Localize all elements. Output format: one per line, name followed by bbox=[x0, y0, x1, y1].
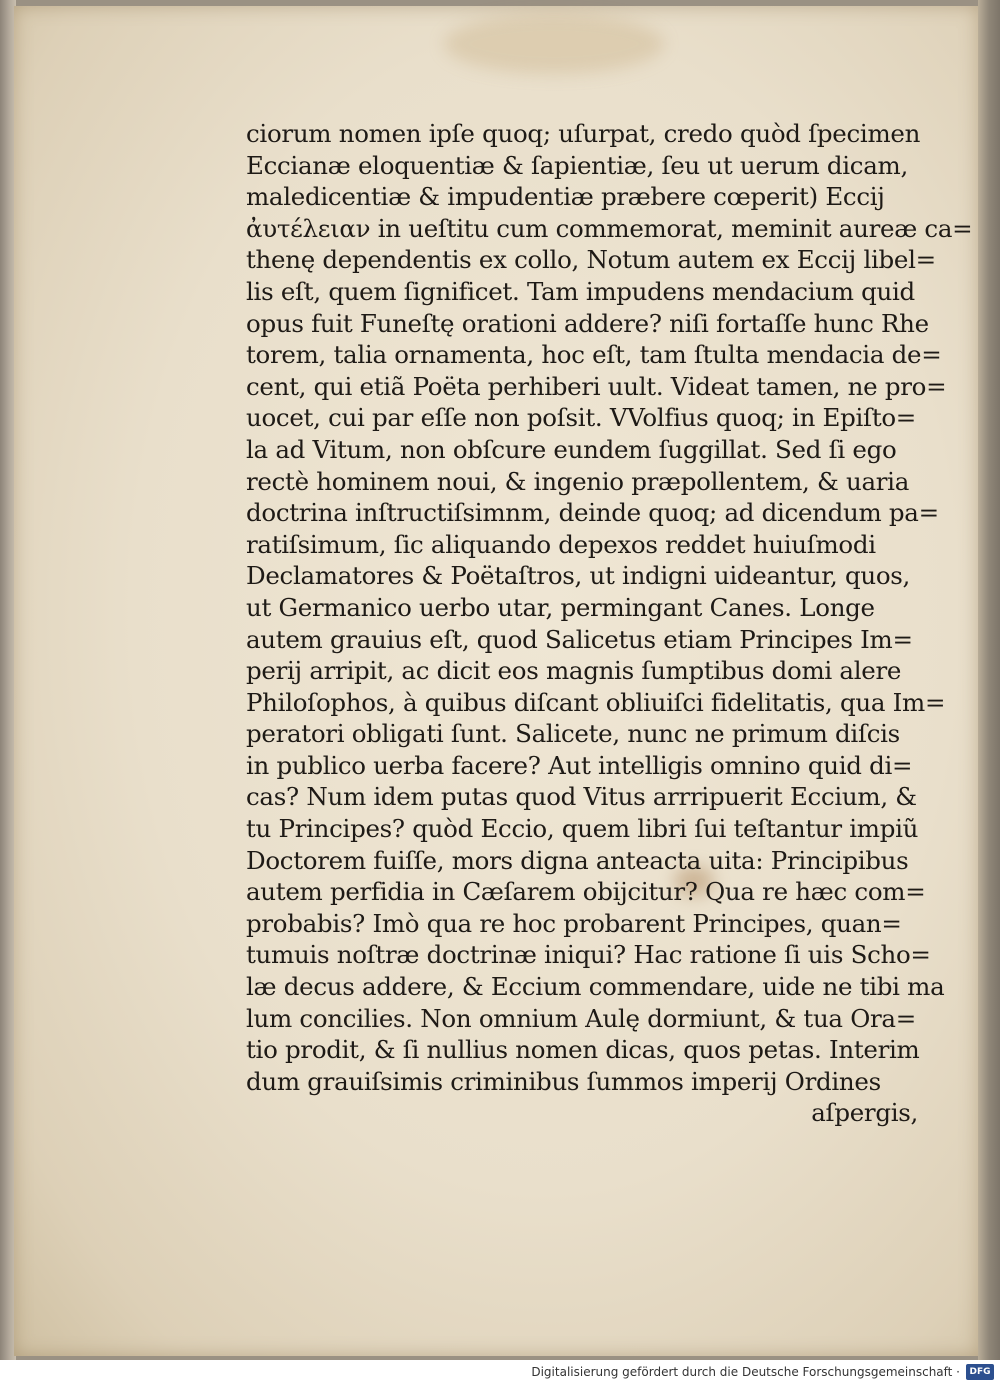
page-edge bbox=[978, 0, 1000, 1360]
text-line: uocet, cui par eſſe non poſsit. VVolfius quoq; in Epiſto= bbox=[246, 403, 917, 433]
text-line: doctrina inſtructiſsimnm, deinde quoq; ad dicendum pa= bbox=[246, 498, 939, 528]
text-line: ἀυτέλειαν in ueſtitu cum commemorat, meminit aureæ ca= bbox=[246, 213, 973, 243]
text-line: la ad Vitum, non obſcure eundem ſuggillat. Sed ſi ego bbox=[246, 434, 897, 464]
text-line: ratiſsimum, ſic aliquando depexos reddet huiuſmodi bbox=[246, 529, 876, 559]
text-line: peratori obligati ſunt. Salicete, nunc ne primum diſcis bbox=[246, 719, 900, 749]
text-line: rectè hominem noui, & ingenio præpollentem, & uaria bbox=[246, 466, 910, 496]
text-line: tumuis noſtræ doctrinæ iniqui? Hac ratione ſi uis Scho= bbox=[246, 940, 931, 970]
text-line: dum grauiſsimis criminibus ſummos imperij Ordines bbox=[246, 1066, 881, 1096]
text-line: ut Germanico uerbo utar, permingant Canes. Longe bbox=[246, 592, 875, 622]
footer-bar bbox=[0, 1360, 1000, 1385]
text-line: perij arripit, ac dicit eos magnis ſumptibus domi alere bbox=[246, 656, 902, 686]
text-line: Eccianæ eloquentiæ & ſapientiæ, ſeu ut uerum dicam, bbox=[246, 150, 908, 180]
page-text bbox=[246, 118, 973, 1129]
text-line: autem perfidia in Cæſarem obijcitur? Qua re hæc com= bbox=[246, 877, 926, 907]
page-stain bbox=[444, 14, 664, 74]
text-line: opus fuit Funeſtę orationi addere? niſi fortaſſe hunc Rhe bbox=[246, 308, 929, 338]
text-line: Doctorem fuiſſe, mors digna anteacta uita: Principibus bbox=[246, 845, 909, 875]
text-line: lis eſt, quem ſignificet. Tam impudens mendacium quid bbox=[246, 276, 915, 306]
dfg-logo-icon: DFG bbox=[966, 1364, 994, 1380]
text-line: torem, talia ornamenta, hoc eſt, tam ſtulta mendacia de= bbox=[246, 340, 942, 370]
text-line: thenę dependentis ex collo, Notum autem ex Eccij libel= bbox=[246, 245, 936, 275]
text-line: læ decus addere, & Eccium commendare, uide ne tibi ma bbox=[246, 972, 945, 1002]
text-line: Philoſophos, à quibus diſcant obliuiſci fidelitatis, qua Im= bbox=[246, 687, 946, 717]
text-line: cas? Num idem putas quod Vitus arrripuerit Eccium, & bbox=[246, 782, 917, 812]
catchword: aſpergis, bbox=[811, 1098, 918, 1128]
text-line: autem grauius eſt, quod Salicetus etiam Principes Im= bbox=[246, 624, 913, 654]
text-line: cent, qui etiã Poëta perhiberi uult. Videat tamen, ne pro= bbox=[246, 371, 947, 401]
text-line: maledicentiæ & impudentiæ præbere cœperit) Eccij bbox=[246, 182, 885, 212]
text-line: tio prodit, & ſi nullius nomen dicas, quos petas. Interim bbox=[246, 1035, 920, 1065]
funding-notice: Digitalisierung gefördert durch die Deutsche Forschungsgemeinschaft · bbox=[531, 1365, 960, 1379]
text-line: tu Principes? quòd Eccio, quem libri ſui teſtantur impiũ bbox=[246, 814, 919, 844]
text-line: in publico uerba facere? Aut intelligis omnino quid di= bbox=[246, 750, 913, 780]
text-line: probabis? Imò qua re hoc probarent Principes, quan= bbox=[246, 908, 902, 938]
text-line: Declamatores & Poëtaſtros, ut indigni uideantur, quos, bbox=[246, 561, 911, 591]
text-line: lum concilies. Non omnium Aulę dormiunt, & tua Ora= bbox=[246, 1003, 916, 1033]
text-line: ciorum nomen ipſe quoq; uſurpat, credo quòd ſpecimen bbox=[246, 119, 921, 148]
